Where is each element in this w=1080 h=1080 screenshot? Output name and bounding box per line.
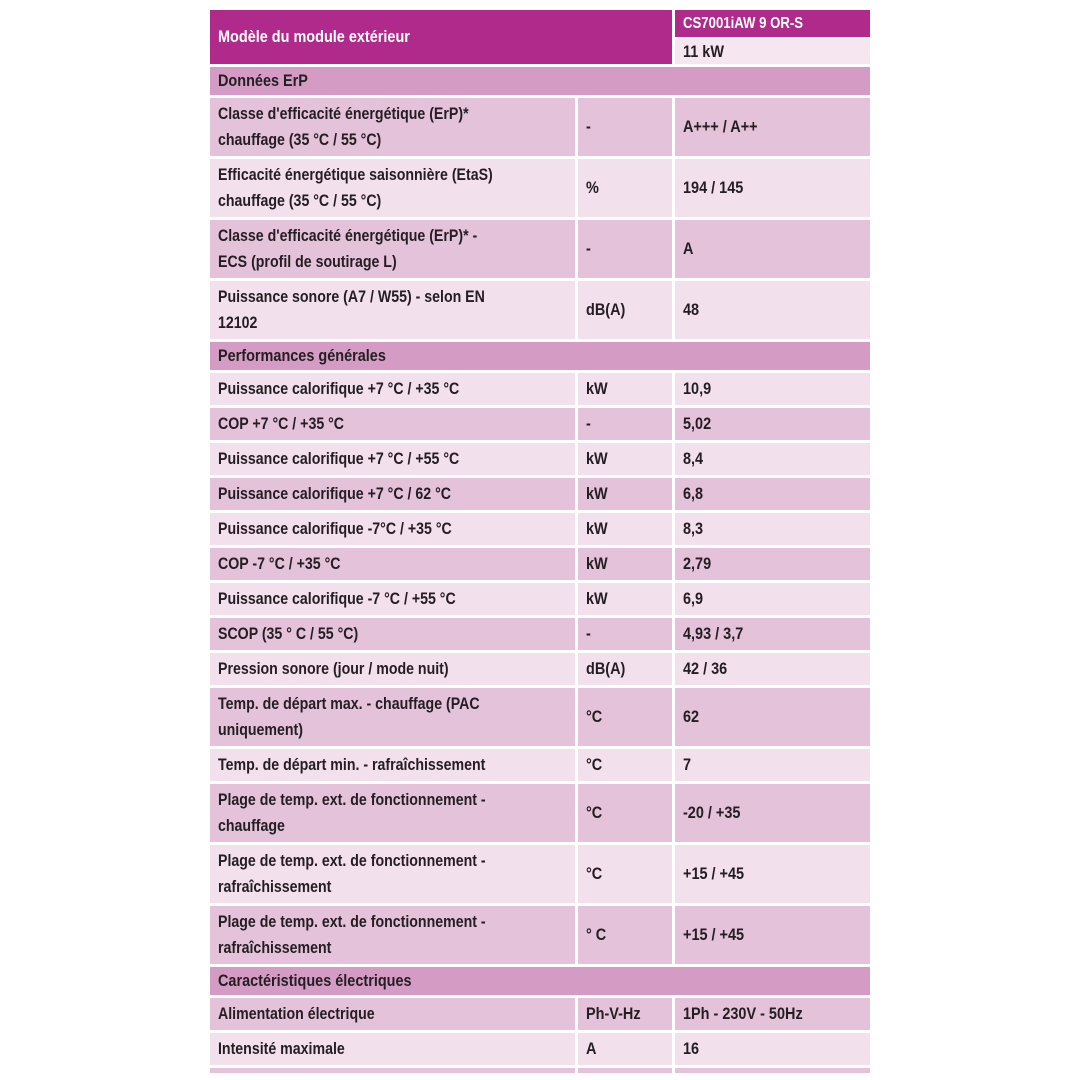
spec-unit: % [586,178,599,197]
spec-value: 8,4 [683,449,704,468]
spec-label-cell [210,408,575,440]
section-title: Données ErP [218,71,308,90]
spec-label: Puissance calorifique +7 °C / +35 °C [218,379,460,398]
spec-row [210,845,870,903]
spec-label: SCOP (35 ° C / 55 °C) [218,624,359,643]
spec-label-cell [210,1033,575,1065]
spec-unit-cell [578,749,672,781]
header-model-name: CS7001iAW 9 OR-S [683,14,804,32]
spec-value-cell [675,618,870,650]
spec-value-cell [675,98,870,156]
spec-label: Temp. de départ max. - chauffage (PAC uniquement) [218,694,480,739]
spec-unit: kW [586,519,608,538]
spec-row [210,618,870,650]
spec-value: -20 / +35 [683,803,741,822]
spec-row [210,513,870,545]
section-header [210,967,870,995]
spec-label-cell [210,548,575,580]
spec-row [210,583,870,615]
section-title: Caractéristiques électriques [218,971,412,990]
spec-label: Puissance calorifique -7 °C / +55 °C [218,589,456,608]
spec-value: 194 / 145 [683,178,744,197]
spec-label: Plage de temp. ext. de fonctionnement - rafraîchissement [218,851,486,896]
spec-table [210,10,870,1073]
spec-value: 42 / 36 [683,659,728,678]
header-model-label-cell [210,10,672,64]
spec-row [210,653,870,685]
spec-value-cell [675,159,870,217]
spec-label-cell [210,443,575,475]
spec-label: Puissance sonore (A7 / W55) - selon EN 12102 [218,287,485,332]
spec-unit-cell [578,784,672,842]
spec-label-cell [210,845,575,903]
spec-unit: Ph-V-Hz [586,1004,641,1023]
spec-unit: - [586,414,591,433]
table-header [210,10,870,64]
spec-value-cell [675,1068,870,1073]
spec-unit-cell [578,408,672,440]
spec-label: Classe d'efficacité énergétique (ErP)* - ECS (profil de soutirage L) [218,226,478,271]
spec-unit: dB(A) [586,659,626,678]
spec-label: Puissance calorifique +7 °C / 62 °C [218,484,451,503]
spec-value: +15 / +45 [683,864,745,883]
spec-label-cell [210,98,575,156]
spec-unit: - [586,624,591,643]
spec-row [210,784,870,842]
spec-row [210,443,870,475]
header-model-name-cell [675,10,870,37]
spec-value: 1Ph - 230V - 50Hz [683,1004,803,1023]
spec-label-cell [210,1068,575,1073]
spec-row [210,688,870,746]
spec-unit-cell [578,1068,672,1073]
spec-label: Puissance calorifique -7°C / +35 °C [218,519,452,538]
spec-value: A [683,239,694,258]
spec-label: Efficacité énergétique saisonnière (EtaS) chauffage (35 °C / 55 °C) [218,165,493,210]
spec-row [210,906,870,964]
spec-unit-cell [578,98,672,156]
spec-label-cell [210,749,575,781]
spec-label: COP +7 °C / +35 °C [218,414,345,433]
spec-value-cell [675,281,870,339]
spec-value: 48 [683,300,700,319]
spec-unit: dB(A) [586,300,626,319]
spec-row [210,478,870,510]
spec-value-cell [675,749,870,781]
spec-label: Temp. de départ min. - rafraîchissement [218,755,486,774]
spec-unit: kW [586,554,608,573]
spec-label-cell [210,513,575,545]
spec-unit: - [586,239,591,258]
spec-label-cell [210,688,575,746]
spec-row [210,408,870,440]
spec-value-cell [675,906,870,964]
spec-unit-cell [578,618,672,650]
spec-value: 7 [683,755,692,774]
spec-value: 16 [683,1039,700,1058]
spec-unit: ° C [586,925,607,944]
spec-row [210,998,870,1030]
header-model-column [675,10,870,64]
spec-unit: kW [586,484,608,503]
section-header [210,67,870,95]
spec-value-cell [675,653,870,685]
spec-unit-cell [578,513,672,545]
spec-label-cell [210,653,575,685]
spec-unit: - [586,117,591,136]
spec-value: 10,9 [683,379,712,398]
spec-value: 6,8 [683,484,704,503]
spec-label-cell [210,906,575,964]
spec-value: 8,3 [683,519,704,538]
spec-unit-cell [578,845,672,903]
spec-label-cell [210,618,575,650]
spec-label: Classe d'efficacité énergétique (ErP)* chauffage (35 °C / 55 °C) [218,104,469,149]
spec-row [210,98,870,156]
spec-unit-cell [578,443,672,475]
spec-value: 2,79 [683,554,712,573]
spec-value-cell [675,548,870,580]
spec-value-cell [675,478,870,510]
spec-label-cell [210,784,575,842]
spec-label: Pression sonore (jour / mode nuit) [218,659,449,678]
spec-unit-cell [578,906,672,964]
spec-label: COP -7 °C / +35 °C [218,554,341,573]
header-model-size-cell [675,39,870,64]
spec-label-cell [210,998,575,1030]
spec-value-cell [675,784,870,842]
section-title: Performances générales [218,346,386,365]
spec-row [210,749,870,781]
spec-unit-cell [578,998,672,1030]
spec-label: Plage de temp. ext. de fonctionnement - rafraîchissement [218,912,486,957]
spec-value: 6,9 [683,589,704,608]
spec-unit-cell [578,281,672,339]
spec-unit-cell [578,159,672,217]
spec-value: A+++ / A++ [683,117,758,136]
spec-row [210,159,870,217]
spec-unit-cell [578,583,672,615]
spec-row [210,1033,870,1065]
section-header [210,342,870,370]
spec-value-cell [675,408,870,440]
spec-unit: °C [586,707,603,726]
spec-value: 5,02 [683,414,712,433]
spec-value: 62 [683,707,700,726]
spec-unit: °C [586,755,603,774]
spec-label-cell [210,583,575,615]
spec-unit: °C [586,864,603,883]
spec-label: Puissance calorifique +7 °C / +55 °C [218,449,460,468]
spec-value-cell [675,513,870,545]
spec-row [210,220,870,278]
spec-unit: °C [586,803,603,822]
spec-unit: A [586,1039,597,1058]
spec-unit-cell [578,688,672,746]
spec-value-cell [675,373,870,405]
spec-row [210,373,870,405]
spec-value-cell [675,583,870,615]
spec-row [210,281,870,339]
spec-unit-cell [578,548,672,580]
spec-unit-cell [578,478,672,510]
spec-label-cell [210,478,575,510]
spec-value-cell [675,998,870,1030]
spec-value: +15 / +45 [683,925,745,944]
spec-unit-cell [578,220,672,278]
spec-unit: kW [586,589,608,608]
spec-value-cell [675,220,870,278]
spec-unit-cell [578,373,672,405]
header-model-size: 11 kW [683,41,724,61]
spec-unit: kW [586,449,608,468]
spec-value-cell [675,443,870,475]
header-model-label: Modèle du module extérieur [218,27,410,46]
spec-value-cell [675,1033,870,1065]
spec-label-cell [210,281,575,339]
clipped-bottom-row [210,1068,870,1073]
spec-unit-cell [578,653,672,685]
spec-unit-cell [578,1033,672,1065]
spec-unit: kW [586,379,608,398]
spec-value-cell [675,688,870,746]
spec-value: 4,93 / 3,7 [683,624,744,643]
spec-label-cell [210,220,575,278]
spec-value-cell [675,845,870,903]
spec-label-cell [210,373,575,405]
spec-label: Alimentation électrique [218,1004,375,1023]
spec-label: Plage de temp. ext. de fonctionnement - chauffage [218,790,486,835]
spec-row [210,548,870,580]
spec-label-cell [210,159,575,217]
spec-label: Intensité maximale [218,1039,345,1058]
